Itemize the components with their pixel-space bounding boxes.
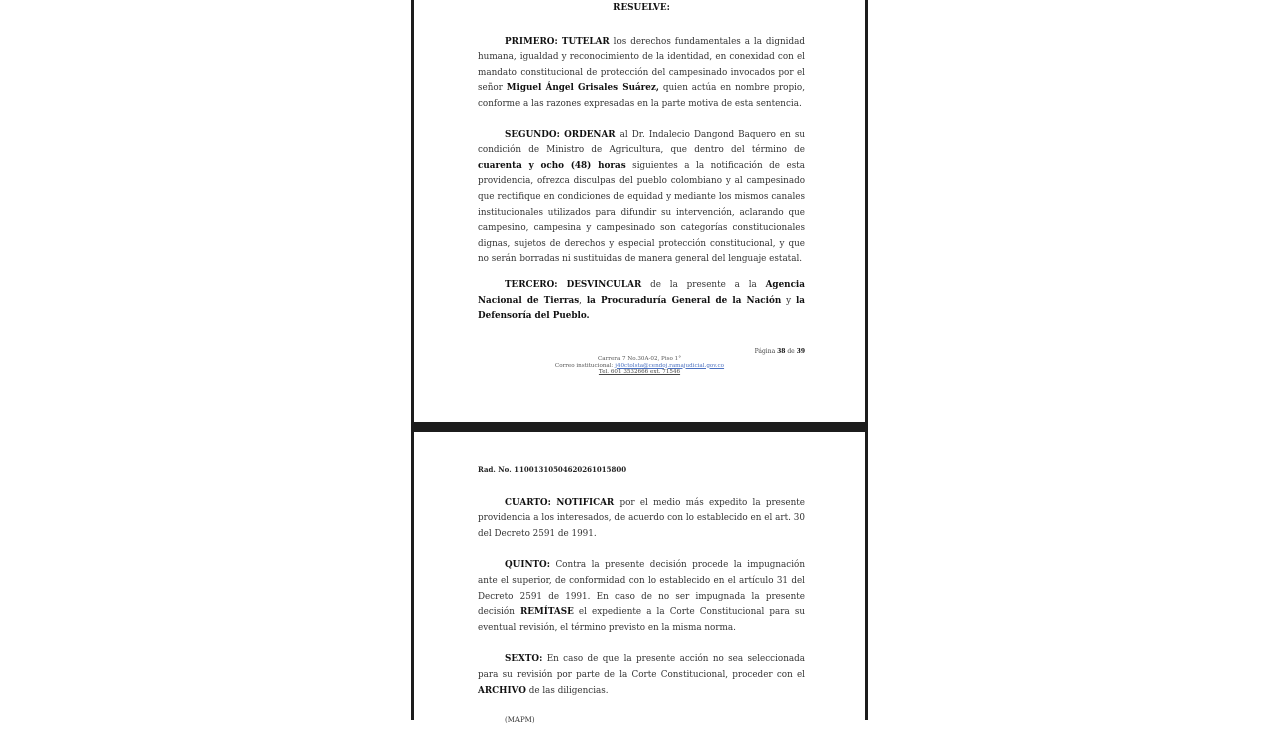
segundo-paragraph <box>478 128 805 268</box>
footer-address: Carrera 7 No.30A-02, Piso 1° <box>598 356 681 362</box>
tercero-label: TERCERO: DESVINCULAR <box>505 279 642 290</box>
footer-email-line <box>414 363 865 370</box>
segundo-text-end: siguientes a la notificación de esta providencia, ofrezca disculpas del pueblo colombiano y al campesinado que rectifique en condiciones de equidad y mediante los mismos canales institucionales utilizados para difundir su intervención, aclarando que campesino, campesina y campesinado son categorías constitucionales dignas, sujetos de derechos y especial protección constitucional, y que no serán borradas ni sustituidas de manera general del lenguaje estatal. <box>478 160 805 265</box>
quinto-emphasis: REMÍTASE <box>519 607 574 618</box>
segundo-label: SEGUNDO: ORDENAR <box>505 129 616 140</box>
page-number-total: 39 <box>796 348 805 355</box>
resuelve-heading: RESUELVE: <box>613 3 670 13</box>
radicado-number: Rad. No. 11001310504620261015800 <box>478 465 627 474</box>
document-viewer <box>411 0 868 725</box>
page-number <box>754 348 805 355</box>
sexto-emphasis: ARCHIVO <box>478 685 526 696</box>
cuarto-text: por el medio más expedito la presente providencia a los interesados, de acuerdo con lo establecido en el art. 30 del Decreto 2591 de 1991. <box>478 497 805 539</box>
quinto-paragraph <box>478 558 805 636</box>
sexto-paragraph <box>478 652 805 699</box>
primero-paragraph <box>478 35 805 113</box>
primero-text: los derechos fundamentales a la dignidad humana, igualdad y reconocimiento de la identidad, en conexidad con el mandato constitucional de protección del campesinado invocados por el señor <box>478 36 805 94</box>
page-number-current: 38 <box>777 348 786 355</box>
primero-label: PRIMERO: TUTELAR <box>505 36 610 47</box>
quinto-text-end: el expediente a la Corte Constitucional para su eventual revisión, el término previsto en la misma norma. <box>478 607 806 633</box>
page-content <box>478 1 805 325</box>
quinto-label: QUINTO: <box>505 560 550 571</box>
quinto-text: Contra la presente decisión procede la impugnación ante el superior, de conformidad con lo establecido en el artículo 31 del Decreto 2591 de 1991. En caso de no ser impugnada la presente decisión <box>478 560 805 618</box>
plaintiff-name: Miguel Ángel Grisales Suárez, <box>506 83 659 94</box>
primero-text-end: quien actúa en nombre propio, conforme a las razones expresadas en la parte motiva de esta sentencia. <box>478 83 805 109</box>
entity-agencia: Agencia Nacional de Tierras <box>478 279 805 306</box>
entity-defensoria: la Defensoría del Pueblo. <box>478 295 805 322</box>
footer-email-link[interactable]: j40ctolsta@cendoj.ramajudicial.gov.co <box>615 362 725 369</box>
page-footer <box>414 356 865 376</box>
sexto-text-end: de las diligencias. <box>525 685 609 696</box>
segundo-term: cuarenta y ocho (48) horas <box>478 160 626 171</box>
page-number-mid: de <box>785 348 797 355</box>
sexto-label: SEXTO: <box>505 654 543 665</box>
cuarto-paragraph <box>478 496 805 543</box>
cuarto-label: CUARTO: NOTIFICAR <box>505 497 615 508</box>
tercero-sep-2: y <box>781 295 796 306</box>
document-page-38 <box>414 0 865 422</box>
tercero-text: de la presente a la <box>641 279 766 290</box>
sexto-text: En caso de que la presente acción no sea seleccionada para su revisión por parte de la Corte Constitucional, proceder con el <box>478 654 805 680</box>
initials: (MAPM) <box>505 716 535 725</box>
tercero-paragraph <box>478 278 805 325</box>
page-number-prefix: Página <box>754 348 778 355</box>
page-content <box>478 462 805 729</box>
entity-procuraduria: la Procuraduría General de la Nación <box>586 295 782 306</box>
tercero-sep-1: , <box>579 295 587 306</box>
footer-email-label: Correo institucional: <box>554 362 616 369</box>
footer-phone: Tel. 601 3532666 ext. 71546 <box>598 369 681 376</box>
document-page-39 <box>414 432 865 732</box>
segundo-text: al Dr. Indalecio Dangond Baquero en su condición de Ministro de Agricultura, que dentro del término de <box>478 129 805 156</box>
